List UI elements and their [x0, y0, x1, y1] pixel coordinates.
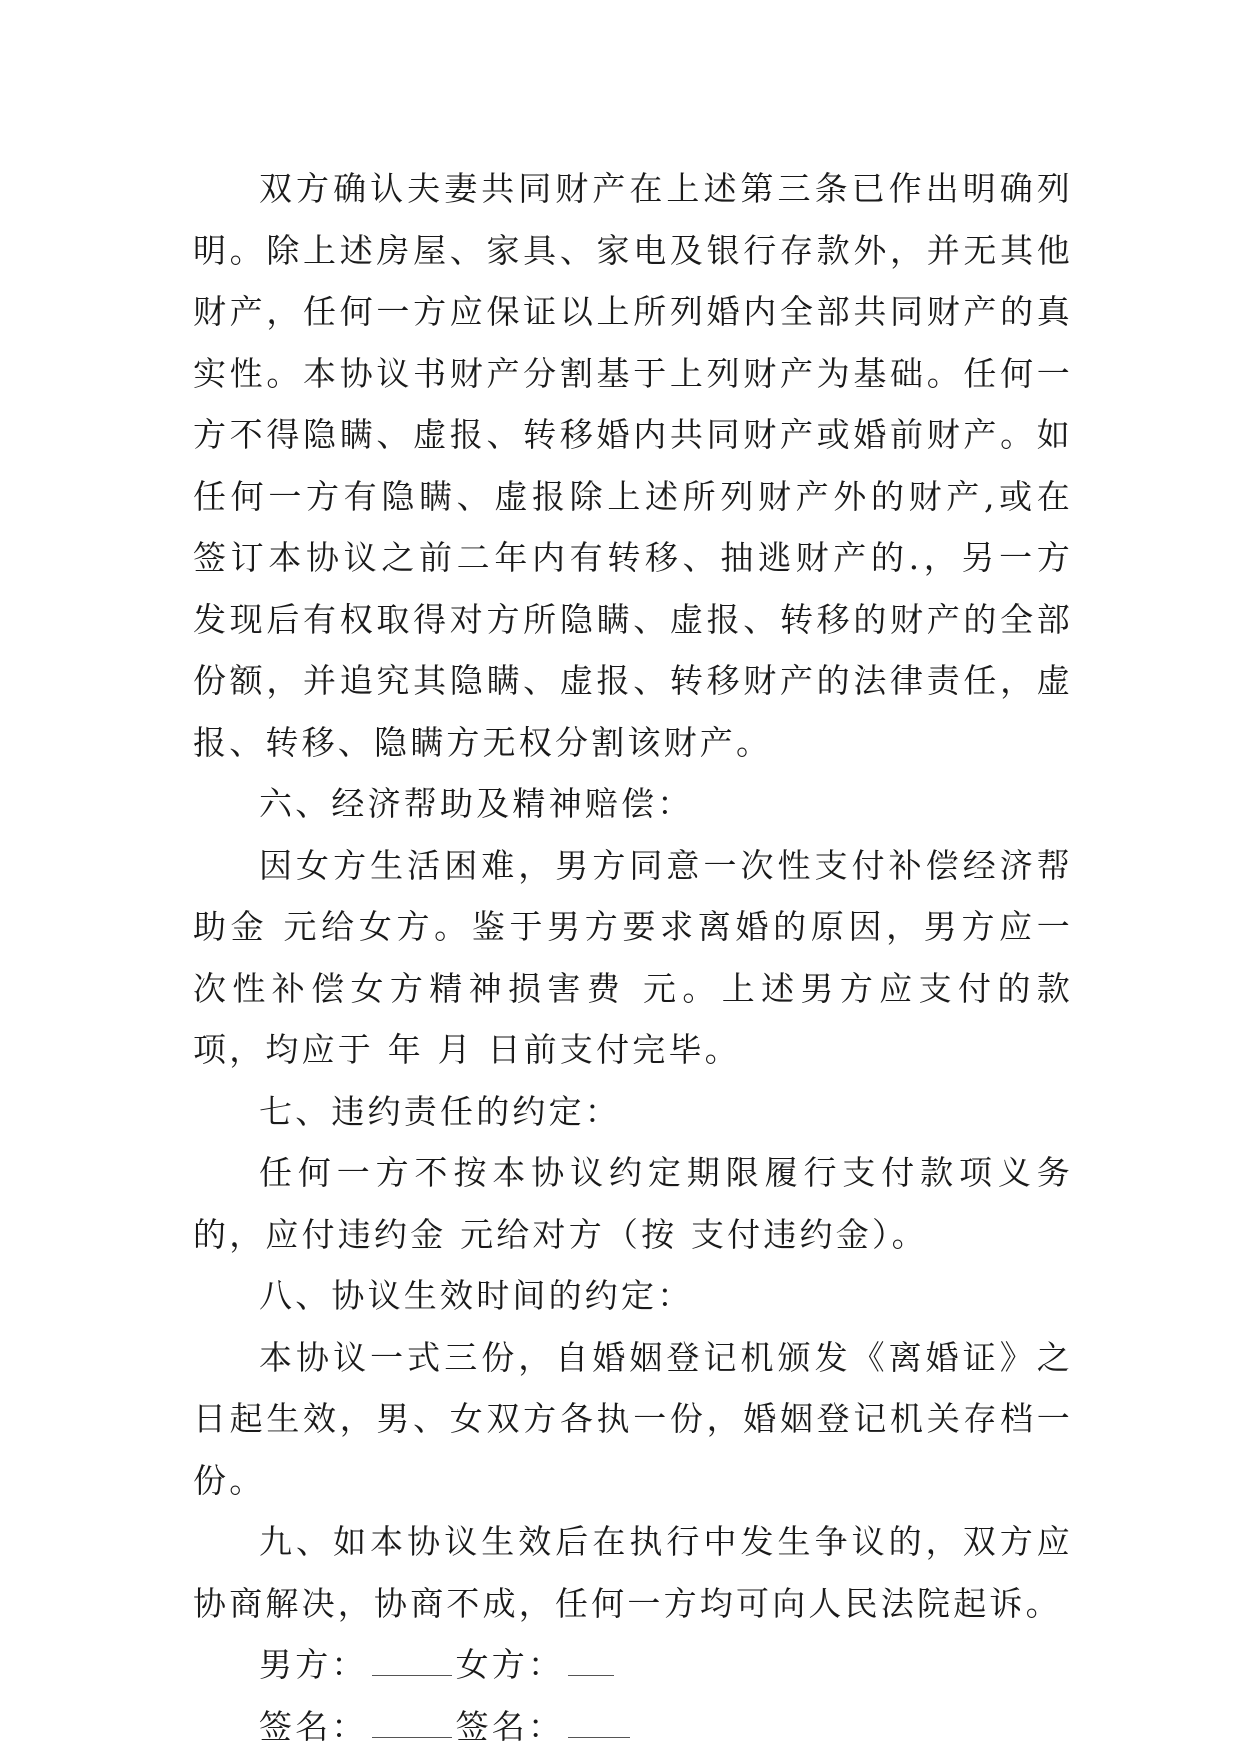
heading-effective-time: 八、协议生效时间的约定：: [193, 1265, 1073, 1327]
paragraph-dispute-resolution: 九、如本协议生效后在执行中发生争议的，双方应协商解决，协商不成，任何一方均可向人民法院起诉。: [193, 1511, 1073, 1634]
male-name-blank: [372, 1649, 452, 1676]
female-signature-blank: [568, 1711, 630, 1738]
signature-line: [193, 1696, 1073, 1757]
male-signature-blank: [372, 1711, 452, 1738]
heading-breach-liability: 七、违约责任的约定：: [193, 1081, 1073, 1143]
male-sign-label: 签名：: [259, 1707, 368, 1746]
paragraph-property-confirmation: 双方确认夫妻共同财产在上述第三条已作出明确列明。除上述房屋、家具、家电及银行存款外，并无其他财产，任何一方应保证以上所列婚内全部共同财产的真实性。本协议书财产分割基于上列财产为基础。任何一方不得隐瞒、虚报、转移婚内共同财产或婚前财产。如任何一方有隐瞒、虚报除上述所列财产外的财产,或在签订本协议之前二年内有转移、抽逃财产的.，另一方发现后有权取得对方所隐瞒、虚报、转移的财产的全部份额，并追究其隐瞒、虚报、转移财产的法律责任，虚报、转移、隐瞒方无权分割该财产。: [193, 158, 1073, 773]
paragraph-economic-assistance: 因女方生活困难，男方同意一次性支付补偿经济帮助金 元给女方。鉴于男方要求离婚的原因，男方应一次性补偿女方精神损害费 元。上述男方应支付的款项，均应于 年 月 日前支付完毕。: [193, 835, 1073, 1081]
female-name-blank: [568, 1649, 614, 1676]
female-label: 女方：: [456, 1645, 565, 1684]
male-label: 男方：: [259, 1645, 368, 1684]
heading-economic-assistance: 六、经济帮助及精神赔偿：: [193, 773, 1073, 835]
paragraph-breach-liability: 任何一方不按本协议约定期限履行支付款项义务的，应付违约金 元给对方（按 支付违约金）。: [193, 1142, 1073, 1265]
paragraph-effective-time: 本协议一式三份，自婚姻登记机颁发《离婚证》之日起生效，男、女双方各执一份，婚姻登记机关存档一份。: [193, 1327, 1073, 1512]
party-names-line: [193, 1634, 1073, 1696]
female-sign-label: 签名：: [456, 1707, 565, 1746]
document-body: [193, 158, 1073, 1757]
